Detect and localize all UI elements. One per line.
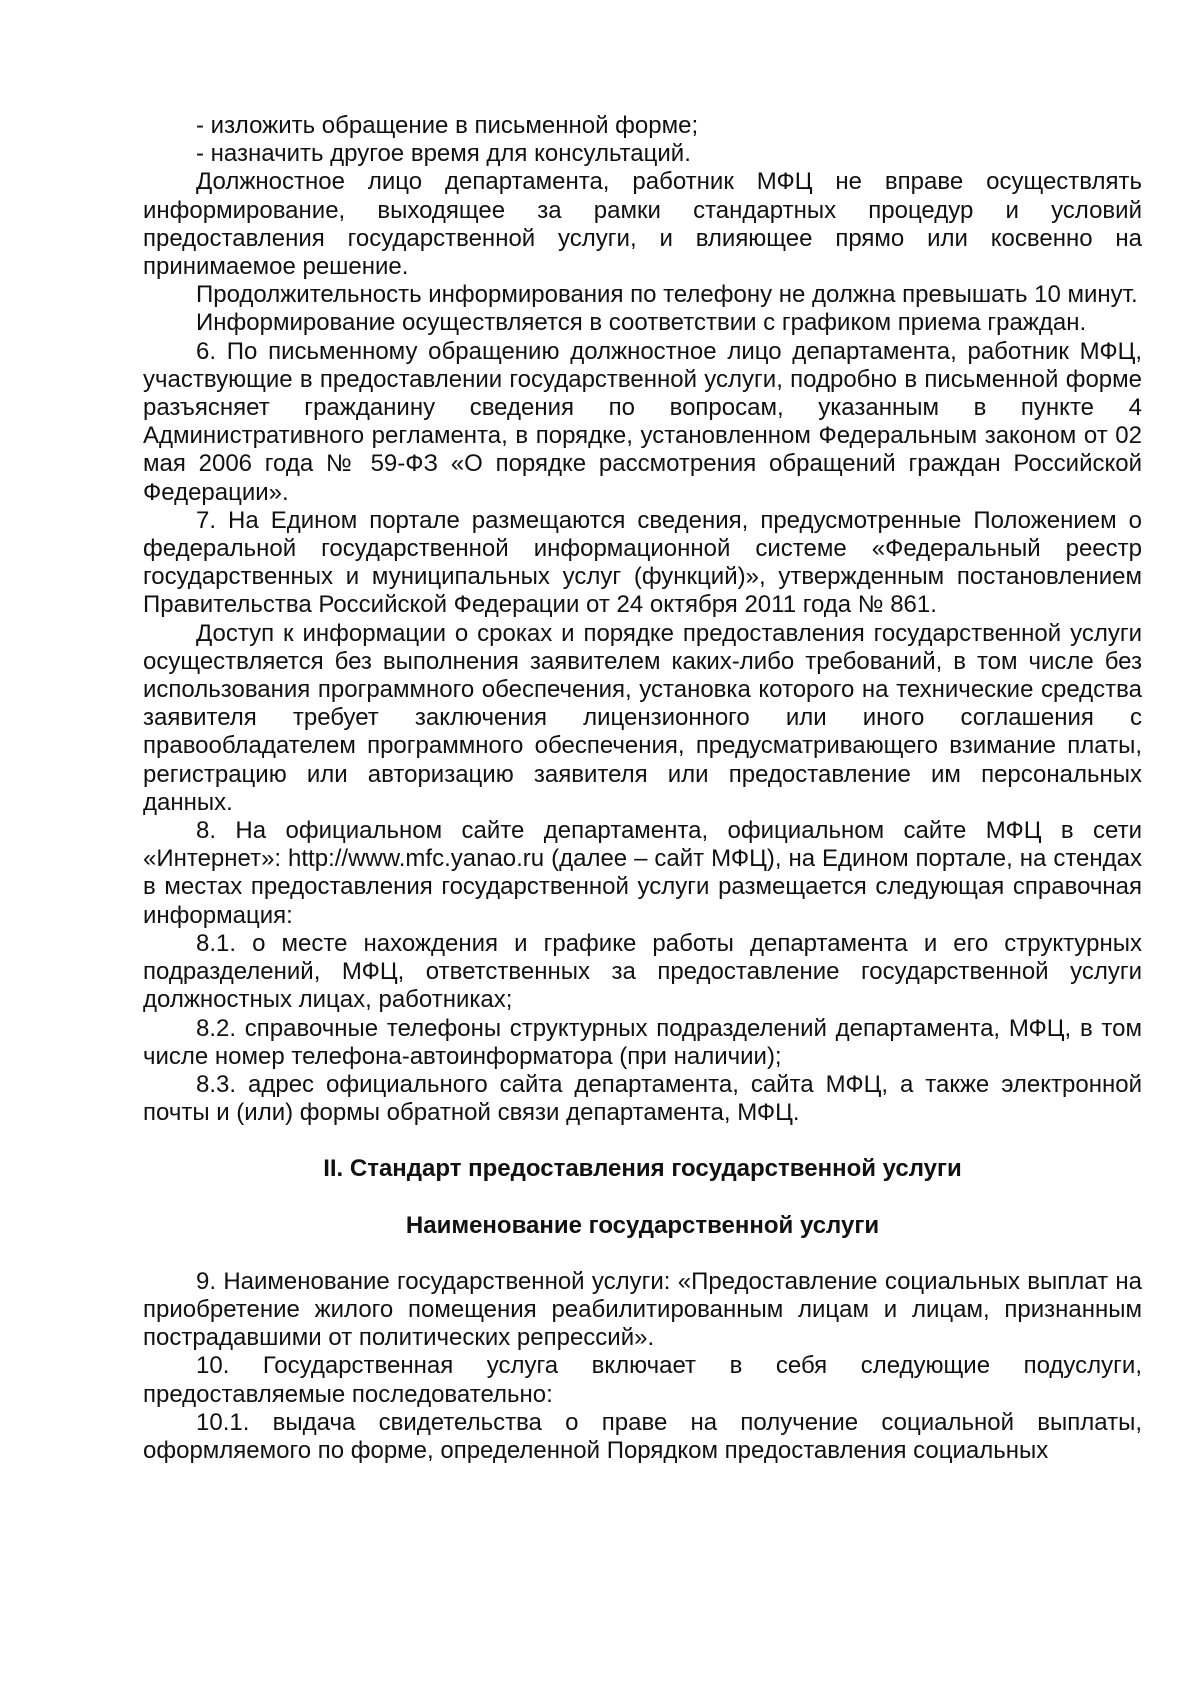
paragraph-info-limits: Должностное лицо департамента, работник МФЦ не вправе осуществлять информирование, выходящее за рамки стандартных процедур и условий предоставления государственной услуги, и влияющее прямо или косвенно на принимаемое решение.	[143, 168, 1142, 281]
document-page	[143, 112, 1142, 1465]
paragraph-item-8-2: 8.2. справочные телефоны структурных подразделений департамента, МФЦ, в том числе номер телефона-автоинформатора (при наличии);	[143, 1014, 1142, 1070]
paragraph-item-8-1: 8.1. о месте нахождения и графике работы департамента и его структурных подразделений, МФЦ, ответственных за предоставление государственной услуги должностных лицах, работниках;	[143, 929, 1142, 1014]
paragraph-item-9: 9. Наименование государственной услуги: «Предоставление социальных выплат на приобретение жилого помещения реабилитированным лицам и лицам, признанным пострадавшими от политических репрессий».	[143, 1267, 1142, 1352]
paragraph-item-10-1: 10.1. выдача свидетельства о праве на получение социальной выплаты, оформляемого по форме, определенной Порядком предоставления социальных	[143, 1408, 1142, 1464]
paragraph-item-8: 8. На официальном сайте департамента, официальном сайте МФЦ в сети «Интернет»: http://www.mfc.yanao.ru (далее – сайт МФЦ), на Едином портале, на стендах в местах предоставления государственной услуги размещается следующая справочная информация:	[143, 817, 1142, 929]
paragraph-item-6: 6. По письменному обращению должностное лицо департамента, работник МФЦ, участвующие в предоставлении государственной услуги, подробно в письменной форме разъясняет гражданину сведения по вопросам, указанным в пункте 4 Административного регламента, в порядке, установленном Федеральным законом от 02 мая 2006 года № 59-ФЗ «О порядке рассмотрения обращений граждан Российской Федерации».	[143, 337, 1142, 506]
sub-heading: Наименование государственной услуги	[405, 1211, 880, 1239]
paragraph-access-info: Доступ к информации о сроках и порядке предоставления государственной услуги осуществляется без выполнения заявителем каких-либо требований, в том числе без использования программного обеспечения, установка которого на технические средства заявителя требует заключения лицензионного или иного соглашения с правообладателем программного обеспечения, предусматривающего взимание платы, регистрацию или авторизацию заявителя или предоставление им персональных данных.	[143, 619, 1142, 816]
paragraph-list-item-1: - изложить обращение в письменной форме;	[196, 112, 699, 139]
paragraph-item-10: 10. Государственная услуга включает в себя следующие подуслуги, предоставляемые последовательно:	[143, 1352, 1142, 1408]
section-heading: II. Стандарт предоставления государственной услуги	[323, 1155, 962, 1183]
paragraph-item-7: 7. На Едином портале размещаются сведения, предусмотренные Положением о федеральной государственной информационной системе «Федеральный реестр государственных и муниципальных услуг (функций)», утвержденным постановлением Правительства Российской Федерации от 24 октября 2011 года № 861.	[143, 506, 1142, 619]
paragraph-phone-duration: Продолжительность информирования по телефону не должна превышать 10 минут.	[196, 281, 1138, 309]
paragraph-item-8-3: 8.3. адрес официального сайта департамента, сайта МФЦ, а также электронной почты и (или) формы обратной связи департамента, МФЦ.	[143, 1070, 1142, 1127]
paragraph-schedule: Информирование осуществляется в соответствии с графиком приема граждан.	[196, 309, 1087, 337]
paragraph-list-item-2: - назначить другое время для консультаций.	[196, 140, 691, 168]
